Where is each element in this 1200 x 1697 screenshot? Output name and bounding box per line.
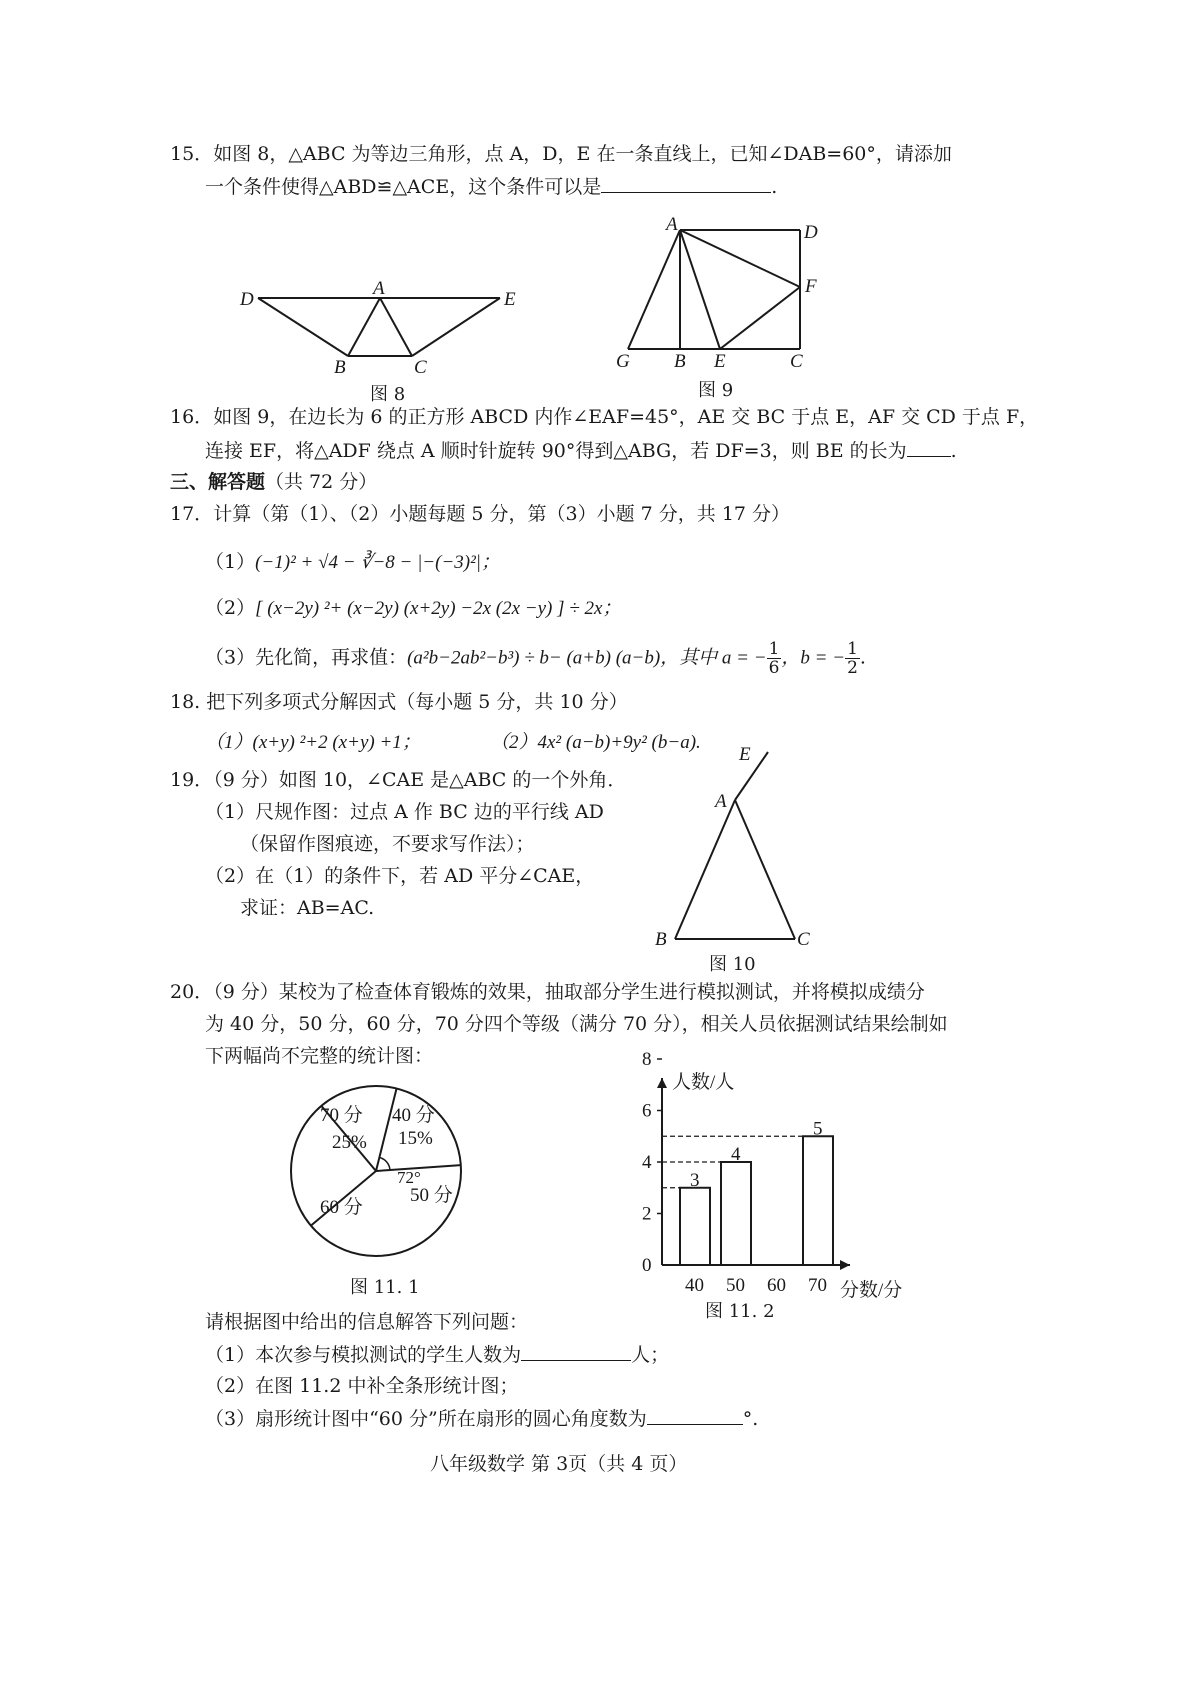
q20-line1: 20．（9 分）某校为了检查体育锻炼的效果，抽取部分学生进行模拟测试，并将模拟成绩分 <box>170 981 925 1003</box>
pie-slice-50-angle: 72° <box>397 1168 421 1187</box>
q19-line3: （保留作图痕迹，不要求写作法）； <box>240 833 535 855</box>
q16-text-1: 如图 9，在边长为 6 的正方形 ABCD 内作∠EAF=45°，AE 交 BC 于点 E，AF 交 CD 于点 F， <box>213 406 1039 428</box>
q17-part3-expr: (a²b−2ab²−b³) ÷ b− (a+b) (a−b)，其中 a = − <box>407 647 767 669</box>
pie-caption: 图 11. 1 <box>350 1277 420 1298</box>
bar-ytick-label-4: 4 <box>642 1152 652 1173</box>
q17-part1: （1）(−1)² + √4 − ∛−8 − |−(−3)²|； <box>205 551 501 573</box>
q20-number: 20． <box>170 981 214 1003</box>
q17-part2-expr: [ (x−2y) ²+ (x−2y) (x+2y) −2x (2x −y) ] ÷ 2x； <box>255 598 622 619</box>
figure-8 <box>230 270 540 410</box>
fig10-label-a: A <box>715 791 727 812</box>
q20-ask: 请根据图中给出的信息解答下列问题： <box>205 1311 529 1333</box>
bar-50 <box>721 1162 751 1265</box>
section-3-points: （共 72 分） <box>265 471 378 493</box>
fig8-label-c: C <box>414 357 427 378</box>
fig9-label-d: D <box>804 222 818 243</box>
q16-line1 <box>170 403 1038 431</box>
fig8-label-a: A <box>373 278 385 299</box>
q15-number: 15． <box>170 143 214 165</box>
q18-part1: （1）(x+y) ²+2 (x+y) +1； <box>205 732 421 753</box>
fraction-a: $\frac{1}{6}$ <box>768 639 780 678</box>
pie-slice-70-label: 70 分 <box>320 1105 363 1126</box>
bar-x-axis-label: 分数/分 <box>840 1280 903 1301</box>
fig9-label-b: B <box>674 351 686 372</box>
bar-x-arrow <box>840 1260 850 1270</box>
fig10-caption: 图 10 <box>709 954 756 975</box>
q18-text: 把下列多项式分解因式（每小题 5 分，共 10 分） <box>206 691 628 713</box>
q20-answer3-blank[interactable] <box>647 1404 743 1425</box>
figure-10 <box>645 740 825 975</box>
q18-line <box>170 688 628 716</box>
q17-text: 计算（第（1）、（2）小题每题 5 分，第（3）小题 7 分，共 17 分） <box>213 503 791 525</box>
bar-category-40: 40 <box>685 1275 704 1296</box>
bar-chart <box>610 1049 903 1328</box>
bar-40 <box>680 1188 710 1265</box>
q16-line2: 连接 EF，将△ADF 绕点 A 顺时针旋转 90°得到△ABG，若 DF=3，则 BE 的长为 . <box>205 436 957 465</box>
q15-line1 <box>170 140 952 168</box>
bar-y-arrow <box>657 1078 667 1088</box>
fig10-label-e: E <box>739 744 751 765</box>
q19-number: 19． <box>170 769 214 791</box>
q19-line1: 19．（9 分）如图 10，∠CAE 是△ABC 的一个外角． <box>170 769 627 791</box>
fig8-label-e: E <box>504 289 516 310</box>
q19-line4: （2）在（1）的条件下，若 AD 平分∠CAE， <box>205 865 595 887</box>
q20-answer2: （2）在图 11.2 中补全条形统计图； <box>205 1375 519 1397</box>
section-3-title: 三、解答题 <box>170 471 266 493</box>
q19-line5: 求证：AB=AC. <box>240 897 375 919</box>
pie-slice-40-label: 40 分 <box>392 1105 435 1126</box>
q15-answer-blank[interactable] <box>601 172 771 193</box>
bar-ytick-label-0: 0 <box>642 1255 652 1276</box>
q20-line3: 下两幅尚不完整的统计图： <box>205 1045 434 1067</box>
fig9-label-a: A <box>666 214 678 235</box>
fig9-label-f: F <box>805 276 817 297</box>
pie-slice-70-percent: 25% <box>332 1132 367 1153</box>
q16-text-2: 连接 EF，将△ADF 绕点 A 顺时针旋转 90°得到△ABG，若 DF=3，则 BE 的长为 <box>205 440 907 462</box>
q15-text-1: 如图 8，△ABC 为等边三角形，点 A，D，E 在一条直线上，已知∠DAB=60°，请添加 <box>213 143 952 165</box>
bar-value-40: 3 <box>690 1169 700 1191</box>
bar-ytick-label-8: 8 <box>642 1049 652 1070</box>
bar-value-70: 5 <box>813 1118 823 1140</box>
bar-category-70: 70 <box>808 1275 827 1296</box>
bar-category-60: 60 <box>767 1275 786 1296</box>
q15-text-2: 一个条件使得△ABD≌△ACE，这个条件可以是 <box>205 176 602 198</box>
fig8-label-b: B <box>334 357 346 378</box>
q17-line <box>170 500 790 528</box>
q20-answer3: （3）扇形统计图中“60 分”所在扇形的圆心角度数为 °. <box>205 1404 758 1433</box>
q17-part2: （2）[ (x−2y) ²+ (x−2y) (x+2y) −2x (2x −y) ] ÷ 2x； <box>205 597 622 619</box>
q17-number: 17． <box>170 503 214 525</box>
fig10-label-c: C <box>797 929 810 950</box>
q17-part3: （3）先化简，再求值：(a²b−2ab²−b³) ÷ b− (a+b) (a−b)，其中 a = − $\frac{1}{6}$ ，b = − $\frac{1}{2}$ . <box>205 639 866 678</box>
q15-line2: 一个条件使得△ABD≌△ACE，这个条件可以是 . <box>205 172 777 201</box>
q18-part2: （2）4x² (a−b)+9y² (b−a). <box>490 732 701 753</box>
bar-ytick-label-2: 2 <box>642 1203 652 1225</box>
bar-value-50: 4 <box>731 1144 741 1165</box>
fig8-label-d: D <box>240 289 254 310</box>
section-3-heading <box>170 468 377 496</box>
pie-angle-arc <box>379 1157 390 1170</box>
fraction-b: $\frac{1}{2}$ <box>847 639 858 678</box>
q16-answer-blank[interactable] <box>907 436 951 457</box>
pie-slice-50-label: 50 分 <box>410 1185 453 1206</box>
pie-chart <box>280 1075 480 1305</box>
q17-part1-expr: (−1)² + √4 − ∛−8 − |−(−3)²|； <box>255 552 501 573</box>
bar-y-axis-label: 人数/人 <box>672 1072 735 1093</box>
bar-caption: 图 11. 2 <box>705 1301 775 1322</box>
q18-number: 18. <box>170 691 201 713</box>
pie-slice-60-label: 60 分 <box>320 1197 363 1218</box>
fig10-label-b: B <box>655 929 667 950</box>
q16-number: 16． <box>170 406 214 428</box>
q20-answer1-blank[interactable] <box>521 1340 631 1361</box>
q20-answer1: （1）本次参与模拟测试的学生人数为 人； <box>205 1340 669 1369</box>
bar-70 <box>803 1136 833 1265</box>
pie-radius-2 <box>376 1089 397 1171</box>
figure-9 <box>610 212 840 402</box>
fig9-caption: 图 9 <box>698 380 734 401</box>
pie-slice-40-percent: 15% <box>398 1128 433 1149</box>
bar-ytick-label-6: 6 <box>642 1100 652 1122</box>
q20-line2: 为 40 分，50 分，60 分，70 分四个等级（满分 70 分），相关人员依据测试结果绘制如 <box>205 1013 948 1035</box>
fig9-label-e: E <box>714 351 726 372</box>
bar-category-50: 50 <box>726 1275 745 1296</box>
page-footer: 八年级数学 第 3页（共 4 页） <box>430 1453 688 1475</box>
fig8-caption: 图 8 <box>370 384 406 405</box>
fig9-label-g: G <box>616 351 630 372</box>
fig9-label-c: C <box>790 351 803 372</box>
q19-line2: （1）尺规作图：过点 A 作 BC 边的平行线 AD <box>205 801 604 823</box>
